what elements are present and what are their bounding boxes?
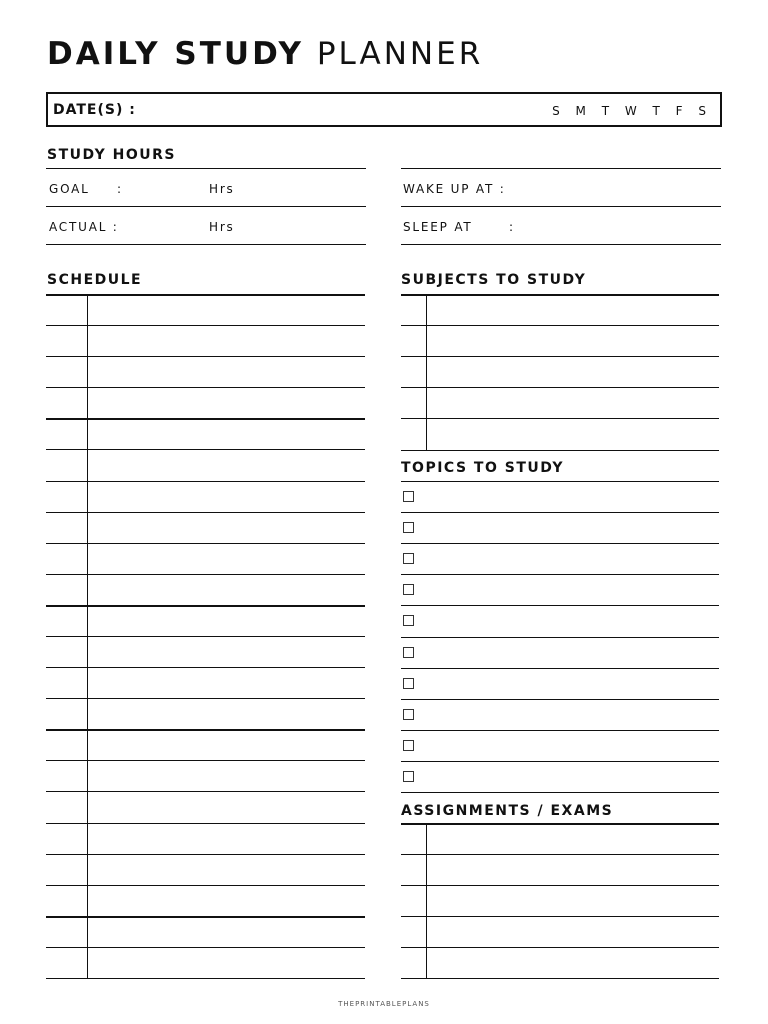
subject-row[interactable] [401, 450, 719, 451]
checkbox-icon[interactable] [403, 647, 414, 658]
assignment-row[interactable] [401, 885, 719, 886]
date-field[interactable] [46, 92, 722, 127]
header-rule [401, 823, 719, 825]
schedule-row[interactable] [46, 947, 365, 948]
goal-line[interactable] [46, 206, 366, 207]
subjects-heading: SUBJECTS TO STUDY [401, 272, 587, 288]
study-hours-heading: STUDY HOURS [47, 147, 176, 163]
goal-unit: Hrs [209, 182, 235, 196]
schedule-heading: SCHEDULE [47, 272, 143, 288]
index-column-divider [426, 296, 427, 450]
checkbox-icon[interactable] [403, 522, 414, 533]
actual-line[interactable] [46, 244, 366, 245]
checkbox-icon[interactable] [403, 771, 414, 782]
divider [46, 168, 366, 169]
schedule-row[interactable] [46, 667, 365, 668]
sleep-label: SLEEP AT [403, 220, 473, 234]
checkbox-icon[interactable] [403, 584, 414, 595]
schedule-row[interactable] [46, 481, 365, 482]
schedule-row[interactable] [46, 885, 365, 886]
actual-unit: Hrs [209, 220, 235, 234]
schedule-row[interactable] [46, 387, 365, 388]
topic-row[interactable] [401, 512, 719, 513]
schedule-row[interactable] [46, 823, 365, 824]
topic-row[interactable] [401, 605, 719, 606]
goal-colon: : [117, 182, 123, 196]
weekday-selector[interactable]: S M T W T F S [552, 104, 712, 118]
date-label: DATE(S) : [53, 102, 136, 118]
topic-row[interactable] [401, 543, 719, 544]
actual-label: ACTUAL : [49, 220, 119, 234]
schedule-row[interactable] [46, 356, 365, 357]
checkbox-icon[interactable] [403, 678, 414, 689]
schedule-row[interactable] [46, 916, 365, 918]
schedule-row[interactable] [46, 605, 365, 607]
subject-row[interactable] [401, 418, 719, 419]
header-rule [46, 294, 365, 296]
schedule-row[interactable] [46, 512, 365, 513]
checkbox-icon[interactable] [403, 615, 414, 626]
time-column-divider [87, 296, 88, 978]
schedule-row[interactable] [46, 729, 365, 731]
checkbox-icon[interactable] [403, 553, 414, 564]
schedule-row[interactable] [46, 449, 365, 450]
topic-row[interactable] [401, 668, 719, 669]
assignment-row[interactable] [401, 947, 719, 948]
title-bold: DAILY STUDY [47, 36, 304, 72]
assignment-row[interactable] [401, 854, 719, 855]
topic-row[interactable] [401, 574, 719, 575]
assignments-heading: ASSIGNMENTS / EXAMS [401, 803, 614, 819]
index-column-divider [426, 825, 427, 978]
schedule-row[interactable] [46, 325, 365, 326]
checkbox-icon[interactable] [403, 709, 414, 720]
subject-row[interactable] [401, 387, 719, 388]
checkbox-icon[interactable] [403, 740, 414, 751]
topic-row[interactable] [401, 637, 719, 638]
schedule-row[interactable] [46, 543, 365, 544]
sleep-colon: : [509, 220, 515, 234]
checkbox-icon[interactable] [403, 491, 414, 502]
schedule-row[interactable] [46, 760, 365, 761]
subject-row[interactable] [401, 356, 719, 357]
assignment-row[interactable] [401, 916, 719, 917]
schedule-row[interactable] [46, 698, 365, 699]
topic-row[interactable] [401, 761, 719, 762]
topics-heading: TOPICS TO STUDY [401, 460, 564, 476]
sleep-line[interactable] [401, 244, 721, 245]
schedule-row[interactable] [46, 791, 365, 792]
topic-row[interactable] [401, 730, 719, 731]
schedule-row[interactable] [46, 418, 365, 420]
schedule-row[interactable] [46, 978, 365, 979]
schedule-row[interactable] [46, 636, 365, 637]
goal-label: GOAL [49, 182, 90, 196]
divider [401, 168, 721, 169]
page-title [47, 34, 483, 74]
footer-brand: THEPRINTABLEPLANS [338, 1000, 430, 1008]
schedule-row[interactable] [46, 854, 365, 855]
schedule-row[interactable] [46, 574, 365, 575]
wake-up-label: WAKE UP AT : [403, 182, 506, 196]
header-rule [401, 481, 719, 482]
subject-row[interactable] [401, 325, 719, 326]
header-rule [401, 294, 719, 296]
assignment-row[interactable] [401, 978, 719, 979]
topic-row[interactable] [401, 699, 719, 700]
wake-up-line[interactable] [401, 206, 721, 207]
title-light: PLANNER [316, 36, 484, 72]
topic-row[interactable] [401, 792, 719, 793]
